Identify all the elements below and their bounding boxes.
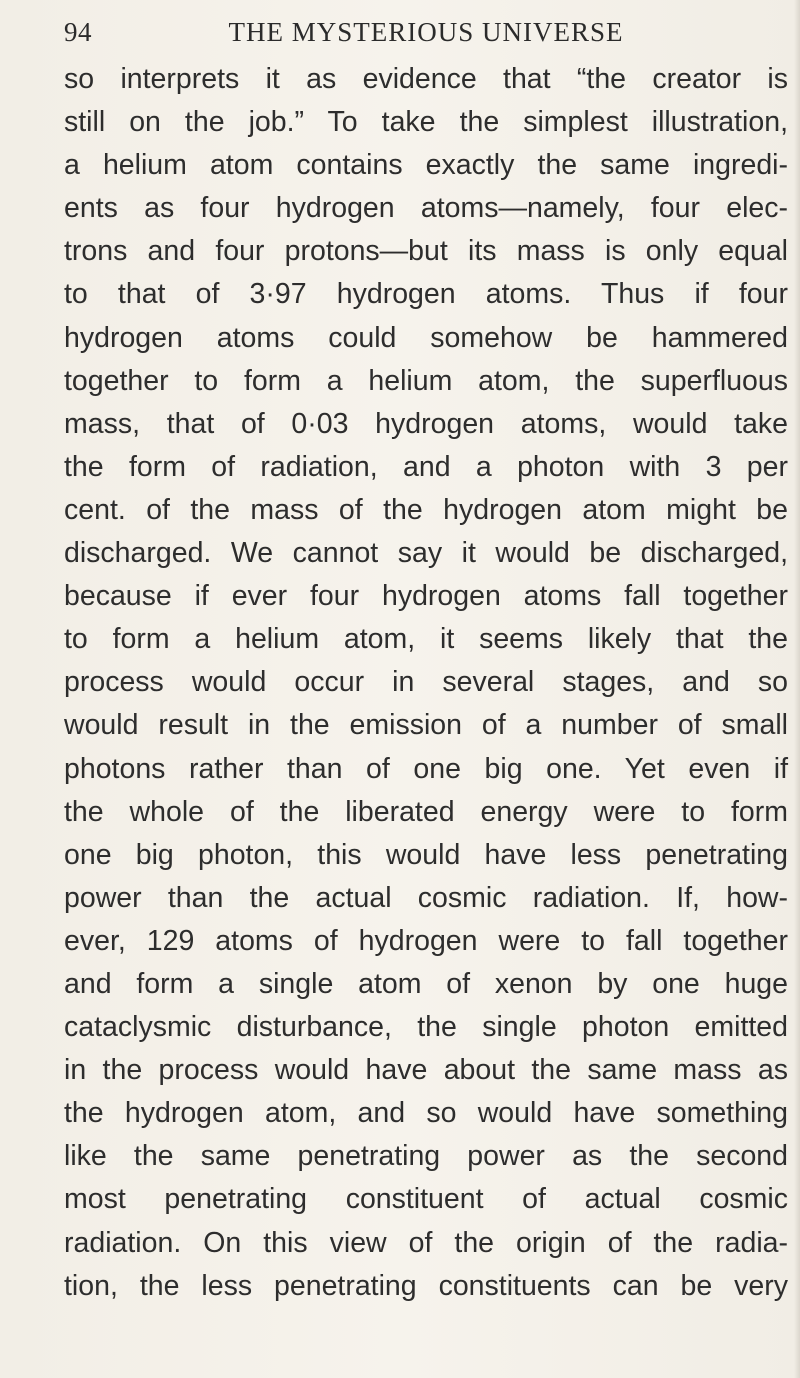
page-edge-shadow xyxy=(794,0,800,1378)
text-line: like the same penetrating power as the second xyxy=(64,1140,788,1173)
text-line: trons and four protons—but its mass is only equal xyxy=(64,235,788,268)
text-line: a helium atom contains exactly the same ingredi- xyxy=(64,149,788,182)
text-line: to that of 3·97 hydrogen atoms. Thus if four xyxy=(64,278,788,311)
text-line: cent. of the mass of the hydrogen atom might be xyxy=(64,493,788,526)
text-line: radiation. On this view of the origin of the radia- xyxy=(64,1226,788,1259)
text-line: one big photon, this would have less penetrating xyxy=(64,838,788,871)
page-header xyxy=(64,14,788,50)
text-line: cataclysmic disturbance, the single photon emitted xyxy=(64,1011,788,1044)
body-text xyxy=(64,58,788,1308)
text-line: would result in the emission of a number of small xyxy=(64,709,788,742)
text-line: together to form a helium atom, the superfluous xyxy=(64,364,788,397)
text-line: and form a single atom of xenon by one huge xyxy=(64,967,788,1000)
text-line: hydrogen atoms could somehow be hammered xyxy=(64,321,788,354)
text-line: ents as four hydrogen atoms—namely, four elec- xyxy=(64,192,788,225)
text-line: in the process would have about the same mass as xyxy=(64,1054,788,1087)
text-line: discharged. We cannot say it would be discharged, xyxy=(64,537,788,570)
text-line: the hydrogen atom, and so would have something xyxy=(64,1097,788,1130)
text-line: power than the actual cosmic radiation. If, how- xyxy=(64,881,788,914)
text-line: to form a helium atom, it seems likely that the xyxy=(64,623,788,656)
text-line: ever, 129 atoms of hydrogen were to fall together xyxy=(64,924,788,957)
text-line: the whole of the liberated energy were to form xyxy=(64,795,788,828)
text-line: because if ever four hydrogen atoms fall together xyxy=(64,580,788,613)
text-line: so interprets it as evidence that “the creator is xyxy=(64,63,788,95)
running-title: THE MYSTERIOUS UNIVERSE xyxy=(228,17,624,47)
text-line: mass, that of 0·03 hydrogen atoms, would take xyxy=(64,407,788,440)
text-line: tion, the less penetrating constituents can be very xyxy=(64,1269,788,1302)
text-line: still on the job.” To take the simplest illustration, xyxy=(64,106,788,139)
text-line: process would occur in several stages, and so xyxy=(64,666,788,699)
page-number: 94 xyxy=(64,17,92,47)
text-line: photons rather than of one big one. Yet even if xyxy=(64,752,788,785)
text-line: the form of radiation, and a photon with 3 per xyxy=(64,450,788,483)
text-line: most penetrating constituent of actual cosmic xyxy=(64,1183,788,1216)
